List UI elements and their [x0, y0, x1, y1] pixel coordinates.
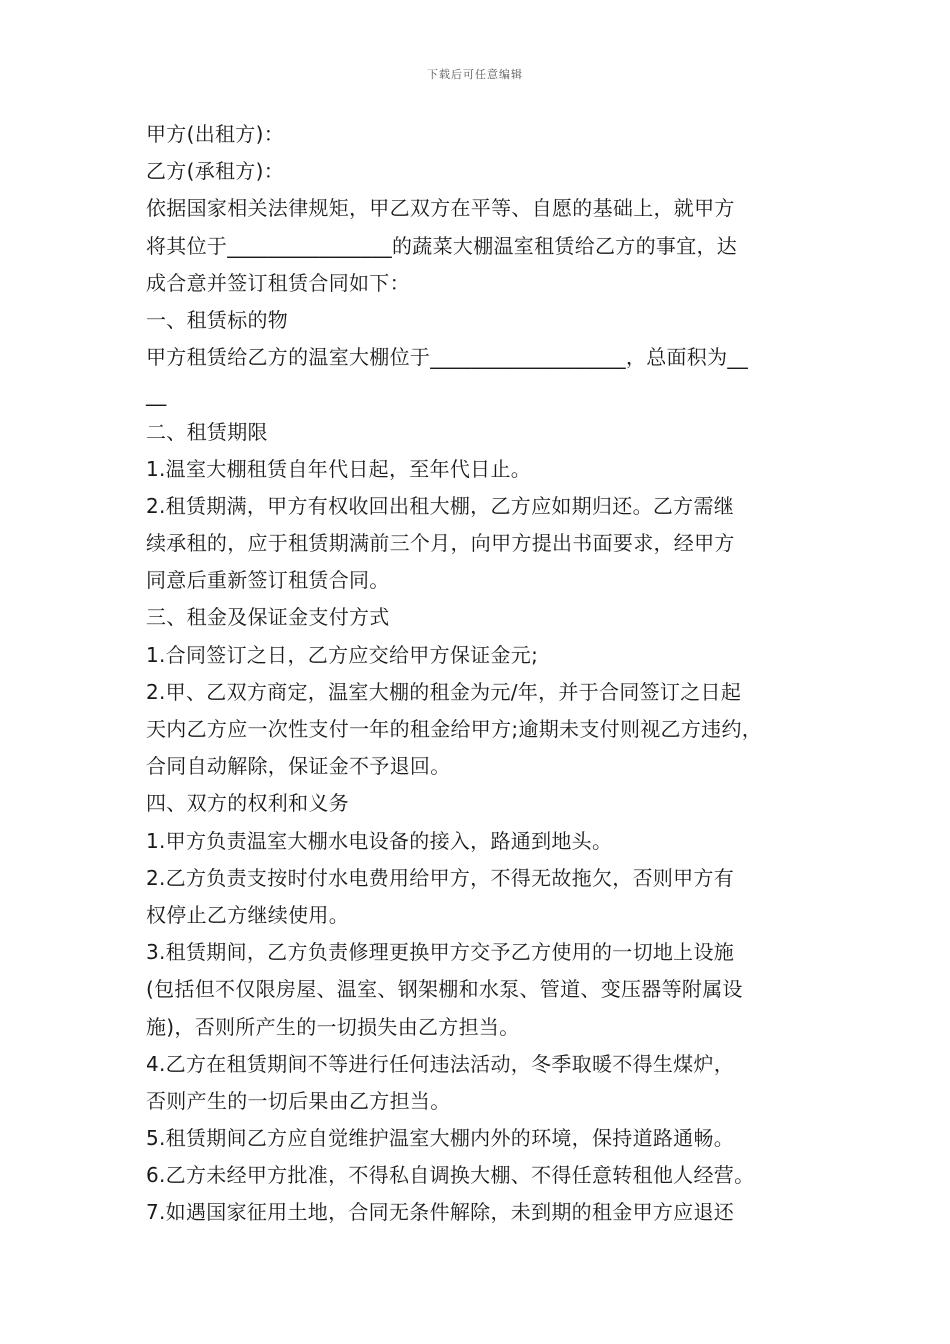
text-line: 1.温室大棚租赁自年代日起，至年代日止。	[146, 456, 532, 481]
text-line: 二、租赁期限	[146, 419, 268, 444]
text-line: 1.甲方负责温室大棚水电设备的接入，路通到地头。	[146, 828, 613, 853]
text-line: 成合意并签订租赁合同如下：	[146, 270, 410, 295]
text-line: 2.租赁期满，甲方有权收回出租大棚，乙方应如期归还。乙方需继	[146, 493, 735, 518]
text-line: 合同自动解除，保证金不予退回。	[146, 754, 451, 779]
text-line: 3.租赁期间，乙方负责修理更换甲方交予乙方使用的一切地上设施	[146, 940, 735, 965]
text-line: 天内乙方应一次性支付一年的租金给甲方;逾期未支付则视乙方违约，	[146, 717, 763, 741]
text-line: (包括但不仅限房屋、温室、钢架棚和水泵、管道、变压器等附属设	[146, 977, 743, 1002]
page-header: 下载后可任意编辑	[427, 68, 523, 81]
text-line: 2.甲、乙双方商定，温室大棚的租金为元/年，并于合同签订之日起	[146, 679, 742, 704]
text-line: 2.乙方负责支按时付水电费用给甲方，不得无故拖欠，否则甲方有	[146, 865, 735, 890]
text-line: 6.乙方未经甲方批准，不得私自调换大棚、不得任意转租他人经营。	[146, 1163, 755, 1188]
text-line: __	[146, 382, 167, 407]
text-line: 施)，否则所产生的一切损失由乙方担当。	[146, 1014, 520, 1039]
text-line: 1.合同签订之日，乙方应交给甲方保证金元;	[146, 642, 539, 667]
text-line: 7.如遇国家征用土地，合同无条件解除，未到期的租金甲方应退还	[146, 1200, 735, 1225]
text-line: 一、租赁标的物	[146, 307, 289, 332]
text-line: 4.乙方在租赁期间不等进行任何违法活动，冬季取暖不得生煤炉，	[146, 1051, 735, 1076]
text-line: 权停止乙方继续使用。	[146, 902, 349, 927]
text-line: 乙方(承租方)：	[146, 159, 285, 184]
text-line: 5.租赁期间乙方应自觉维护温室大棚内外的环境，保持道路通畅。	[146, 1126, 735, 1151]
text-line: 依据国家相关法律规矩，甲乙双方在平等、自愿的基础上，就甲方	[146, 196, 735, 221]
text-line: 三、租金及保证金支付方式	[146, 605, 390, 630]
text-line: 甲方(出租方)：	[146, 122, 285, 146]
text-line: 甲方租赁给乙方的温室大棚位于___________________，总面积为__	[146, 345, 748, 370]
text-line: 将其位于________________的蔬菜大棚温室租赁给乙方的事宜，达	[146, 233, 738, 258]
contract-body	[146, 116, 826, 1232]
text-line: 同意后重新签订租赁合同。	[146, 568, 390, 593]
text-line: 否则产生的一切后果由乙方担当。	[146, 1088, 451, 1113]
text-line: 续承租的，应于租赁期满前三个月，向甲方提出书面要求，经甲方	[146, 531, 735, 556]
text-line: 四、双方的权利和义务	[146, 791, 349, 816]
